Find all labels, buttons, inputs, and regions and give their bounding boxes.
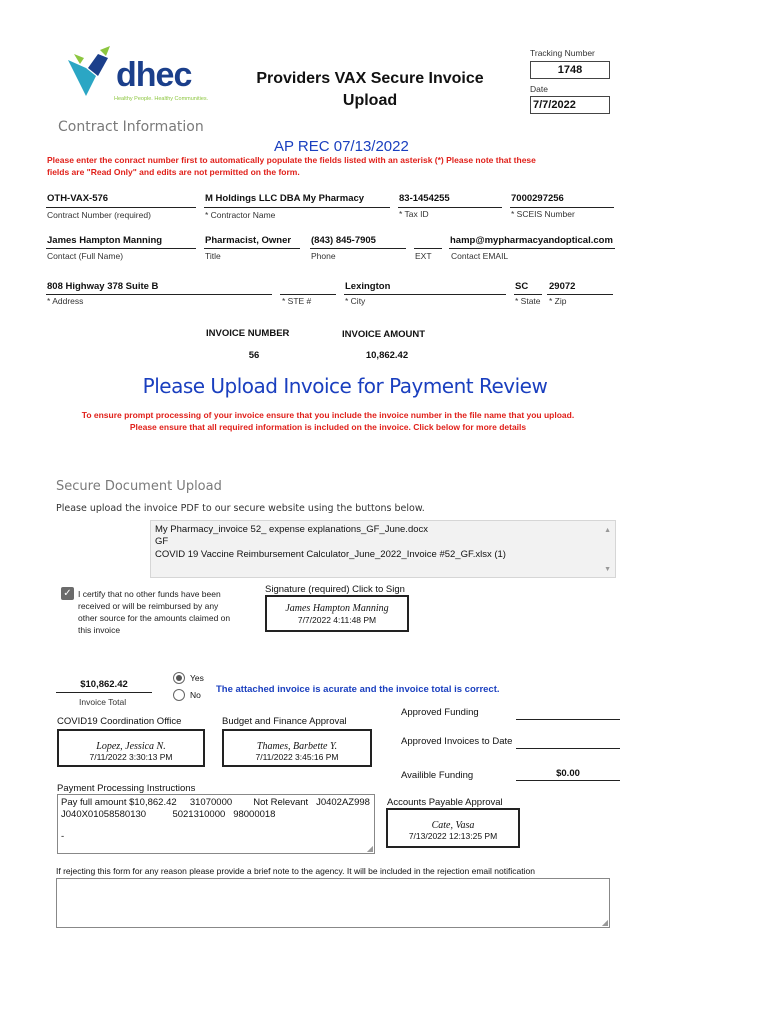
contract-section-title: Contract Information <box>58 119 204 135</box>
resize-handle-icon[interactable]: ◢ <box>366 844 373 853</box>
invoice-total-label: Invoice Total <box>79 697 127 707</box>
invoice-amount-field[interactable]: 10,862.42 <box>365 350 409 361</box>
approved-funding-label: Approved Funding <box>401 707 479 718</box>
available-funding-label: Availible Funding <box>401 770 474 781</box>
invoice-amount-label: INVOICE AMOUNT <box>342 329 426 340</box>
coordination-office-label: COVID19 Coordination Office <box>57 716 182 727</box>
no-label: No <box>190 690 201 700</box>
certify-checkbox[interactable]: ✓ <box>61 587 74 600</box>
scroll-down-icon[interactable]: ▼ <box>604 566 611 573</box>
certify-text-line3: other source for the amounts claimed on <box>78 613 231 623</box>
resize-handle-icon[interactable]: ◢ <box>601 918 608 927</box>
uploaded-file[interactable]: GF <box>155 536 169 547</box>
zip-field[interactable]: 29072 <box>549 281 576 292</box>
upload-heading: Please Upload Invoice for Payment Review <box>142 374 548 398</box>
accuracy-statement: The attached invoice is acurate and the invoice total is correct. <box>216 684 500 695</box>
accounts-payable-label: Accounts Payable Approval <box>387 797 503 808</box>
title-field[interactable]: Pharmacist, Owner <box>205 235 292 246</box>
contact-email-field[interactable]: hamp@mypharmacyandoptical.com <box>450 235 613 246</box>
accounts-payable-timestamp: 7/13/2022 12:13:25 PM <box>408 831 498 841</box>
budget-signature-box[interactable] <box>222 729 372 767</box>
contract-notice-line2: fields are "Read Only" and edits are not permitted on the form. <box>47 167 300 177</box>
signature-timestamp: 7/7/2022 4:11:48 PM <box>297 615 377 625</box>
contractor-name-label: * Contractor Name <box>205 210 276 220</box>
payment-line: Pay full amount $10,862.42 31070000 Not Relevant J0402AZ998 <box>61 797 370 808</box>
city-field[interactable]: Lexington <box>345 281 391 292</box>
approved-funding-field[interactable] <box>516 719 620 720</box>
zip-label: * Zip <box>549 296 567 306</box>
ap-rec-note: AP REC 07/13/2022 <box>274 138 409 155</box>
contact-email-label: Contact EMAIL <box>451 251 509 261</box>
sceis-number-label: * SCEIS Number <box>511 209 575 219</box>
tracking-number-label: Tracking Number <box>530 48 595 58</box>
ext-label: EXT <box>415 251 432 261</box>
invoice-total-field[interactable]: $10,862.42 <box>80 679 128 690</box>
certify-text-line1: I certify that no other funds have been <box>78 589 221 599</box>
secure-upload-title: Secure Document Upload <box>56 479 222 494</box>
rejection-note-field[interactable] <box>56 878 610 928</box>
coordination-timestamp: 7/11/2022 3:30:13 PM <box>89 752 173 762</box>
upload-notice-line2: Please ensure that all required information is included on the invoice. Click below for more details <box>129 422 527 432</box>
tax-id-field[interactable]: 83-1454255 <box>399 193 450 204</box>
dhec-logo-mark <box>62 46 122 104</box>
payment-instructions-label: Payment Processing Instructions <box>57 783 196 794</box>
scroll-up-icon[interactable]: ▲ <box>604 527 611 534</box>
available-funding-value[interactable]: $0.00 <box>556 768 580 779</box>
contract-number-label: Contract Number (required) <box>47 210 151 220</box>
sceis-number-field[interactable]: 7000297256 <box>511 193 564 204</box>
no-radio[interactable] <box>173 689 185 701</box>
payment-instructions-field[interactable] <box>57 794 375 854</box>
signature-box[interactable] <box>265 595 409 632</box>
coordination-signer: Lopez, Jessica N. <box>96 741 166 752</box>
accounts-payable-signature-box[interactable] <box>386 808 520 848</box>
uploaded-files-list[interactable] <box>150 520 616 578</box>
payment-line: J040X01058580130 5021310000 98000018 <box>61 809 276 820</box>
date-field[interactable]: 7/7/2022 <box>530 96 610 114</box>
contract-notice-line1: Please enter the conract number first to automatically populate the fields listed with an asterisk (*) Please note that these <box>47 155 536 165</box>
phone-label: Phone <box>311 251 336 261</box>
invoice-number-label: INVOICE NUMBER <box>206 328 290 339</box>
signature-name: James Hampton Manning <box>285 603 389 614</box>
budget-approval-label: Budget and Finance Approval <box>222 716 347 727</box>
ste-label: * STE # <box>282 296 312 306</box>
contractor-name-field[interactable]: M Holdings LLC DBA My Pharmacy <box>205 193 365 204</box>
uploaded-file[interactable]: My Pharmacy_invoice 52_ expense explanations_GF_June.docx <box>155 524 429 535</box>
secure-upload-instruction: Please upload the invoice PDF to our secure website using the buttons below. <box>56 503 425 514</box>
coordination-signature-box[interactable] <box>57 729 205 767</box>
address-field[interactable]: 808 Highway 378 Suite B <box>47 281 159 292</box>
rejection-note-label: If rejecting this form for any reason please provide a brief note to the agency. It will be included in the rejection email notification <box>56 866 535 876</box>
state-field[interactable]: SC <box>515 281 529 292</box>
certify-text-line4: this invoice <box>78 625 121 635</box>
budget-timestamp: 7/11/2022 3:45:16 PM <box>255 752 339 762</box>
page-title-line2: Upload <box>342 92 398 109</box>
certify-text-line2: received or will be reimbursed by any <box>78 601 219 611</box>
uploaded-file[interactable]: COVID 19 Vaccine Reimbursement Calculator_June_2022_Invoice #52_GF.xlsx (1) <box>155 549 506 560</box>
logo-tagline: Healthy People. Healthy Communities. <box>114 96 209 102</box>
address-label: * Address <box>47 296 84 306</box>
city-label: * City <box>345 296 366 306</box>
payment-line: - <box>61 831 65 842</box>
approved-invoices-label: Approved Invoices to Date <box>401 736 513 747</box>
logo-wordmark: dhec <box>116 56 192 94</box>
contact-name-field[interactable]: James Hampton Manning <box>47 235 163 246</box>
page-title-line1: Providers VAX Secure Invoice <box>256 70 484 87</box>
signature-label: Signature (required) Click to Sign <box>265 584 405 595</box>
contract-number-field[interactable]: OTH-VAX-576 <box>47 193 109 204</box>
yes-label: Yes <box>190 673 204 683</box>
tax-id-label: * Tax ID <box>399 209 429 219</box>
budget-signer: Thames, Barbette Y. <box>256 741 338 752</box>
tracking-number-field[interactable]: 1748 <box>530 61 610 79</box>
upload-notice-line1: To ensure prompt processing of your invoice ensure that you include the invoice number in the file name that you upload. <box>81 410 575 420</box>
approved-invoices-field[interactable] <box>516 748 620 749</box>
invoice-number-field[interactable]: 56 <box>248 350 260 361</box>
contact-name-label: Contact (Full Name) <box>47 251 124 261</box>
date-label: Date <box>530 84 548 94</box>
yes-radio[interactable] <box>173 672 185 684</box>
dhec-logo <box>60 44 209 106</box>
phone-field[interactable]: (843) 845-7905 <box>311 235 376 246</box>
accounts-payable-signer: Cate, Vasa <box>431 820 475 831</box>
state-label: * State <box>515 296 541 306</box>
title-label: Title <box>205 251 221 261</box>
